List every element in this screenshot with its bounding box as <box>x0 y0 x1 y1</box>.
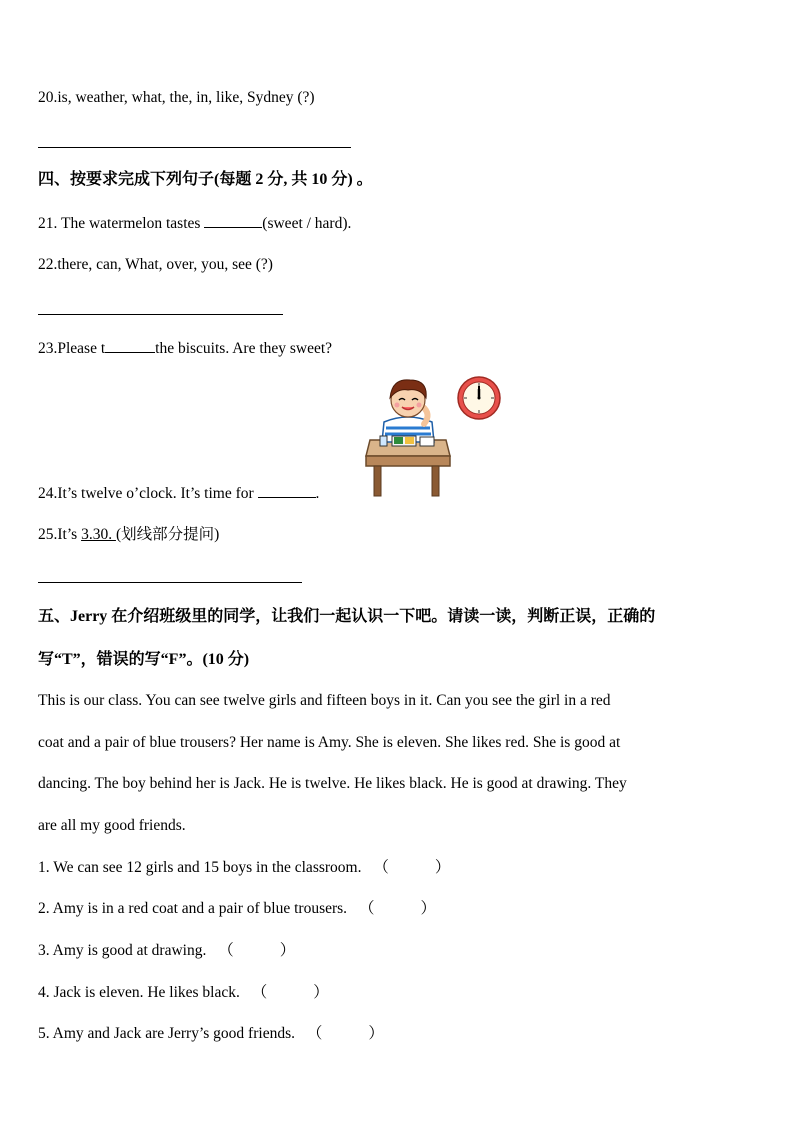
statement-text: 4. Jack is eleven. He likes black. <box>38 984 240 1001</box>
answer-line-20 <box>38 147 351 148</box>
statement-text: 1. We can see 12 girls and 15 boys in the classroom. <box>38 859 362 876</box>
passage-line: dancing. The boy behind her is Jack. He is twelve. He likes black. He is good at drawing. They <box>38 775 627 792</box>
question-24-end: . <box>315 485 320 502</box>
question-21 <box>38 213 351 234</box>
statement-3 <box>38 941 295 961</box>
question-24-text: 24.It’s twelve o’clock. It’s time for <box>38 485 258 502</box>
question-22: 22.there, can, What, over, you, see (?) <box>38 256 273 273</box>
question-21-options: (sweet / hard). <box>262 215 352 232</box>
blank-21[interactable] <box>204 213 262 228</box>
question-20: 20.is, weather, what, the, in, like, Sydney (?) <box>38 89 315 106</box>
answer-paren-2[interactable]: （ ） <box>358 900 436 917</box>
answer-line-22 <box>38 314 283 315</box>
question-25 <box>38 525 219 545</box>
clock-icon <box>456 375 502 421</box>
answer-line-25 <box>38 582 302 583</box>
section-5-title-line-2: 写“T”，错误的写“F”。(10 分) <box>38 651 250 668</box>
question-23-rest: the biscuits. Are they sweet? <box>155 340 333 357</box>
answer-paren-1[interactable]: （ ） <box>373 859 451 876</box>
blank-23[interactable] <box>105 338 155 353</box>
statement-text: 5. Amy and Jack are Jerry’s good friends. <box>38 1025 295 1042</box>
passage-line: coat and a pair of blue trousers? Her name is Amy. She is eleven. She likes red. She is good at <box>38 734 621 751</box>
question-25-text: 25.It’s <box>38 526 82 543</box>
blank-24[interactable] <box>258 483 316 498</box>
statement-text: 3. Amy is good at drawing. <box>38 942 207 959</box>
statement-4 <box>38 983 329 1003</box>
question-23-text: 23.Please t <box>38 340 106 357</box>
question-23 <box>38 338 332 359</box>
statement-5 <box>38 1024 384 1044</box>
statement-text: 2. Amy is in a red coat and a pair of blue trousers. <box>38 900 348 917</box>
question-25-underlined: 3.30. <box>81 526 116 543</box>
question-21-text: 21. The watermelon tastes <box>38 215 205 232</box>
passage-line: are all my good friends. <box>38 817 186 834</box>
answer-paren-4[interactable]: （ ） <box>251 984 329 1001</box>
question-24 <box>38 483 319 504</box>
question-25-instruction: (划线部分提问) <box>115 526 220 543</box>
boy-eating-lunch-icon <box>362 376 454 500</box>
statement-1 <box>38 858 450 878</box>
section-5-title-line-1: 五、Jerry 在介绍班级里的同学，让我们一起认识一下吧。请读一读，判断正误，正确的 <box>38 608 656 625</box>
passage-line: This is our class. You can see twelve girls and fifteen boys in it. Can you see the girl in a red <box>38 692 611 709</box>
answer-paren-3[interactable]: （ ） <box>218 942 296 959</box>
statement-2 <box>38 899 436 919</box>
answer-paren-5[interactable]: （ ） <box>306 1025 384 1042</box>
section-4-title: 四、按要求完成下列句子(每题 2 分, 共 10 分) 。 <box>38 171 373 188</box>
